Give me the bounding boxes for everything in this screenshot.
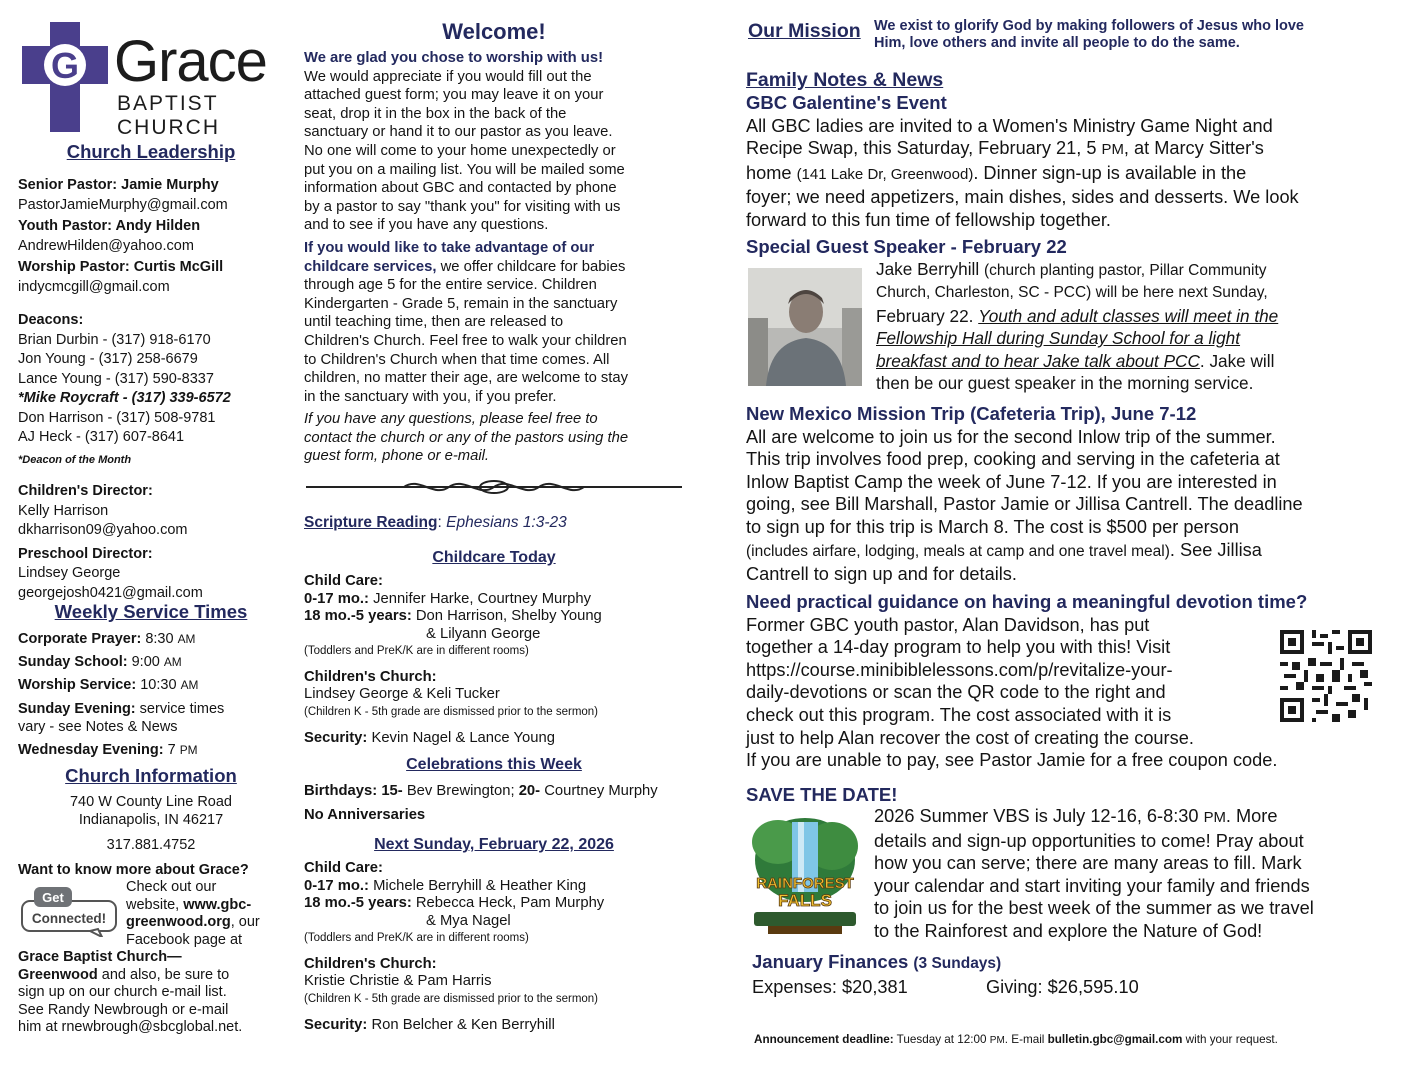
deacons-label: Deacons: [18,312,84,328]
speaker-photo [748,268,862,386]
church-info [18,793,284,854]
weekly-service-heading: Weekly Service Times [54,601,248,622]
devotion-title: Need practical guidance on having a meaningful devotion time? [746,591,1308,612]
announcement-deadline: Announcement deadline: Tuesday at 12:00 PM. E-mail bulletin.gbc@gmail.com with your request. [754,1033,1278,1046]
preschool-director-email[interactable]: georgejosh0421@gmail.com [18,584,203,601]
preschool-director-label: Preschool Director: [18,545,153,562]
galentine-title: GBC Galentine's Event [746,92,947,113]
next-sunday-heading: Next Sunday, February 22, 2026 [374,836,614,853]
website-link: www.gbc- [183,896,252,913]
new-mexico-title: New Mexico Mission Trip (Cafeteria Trip), June 7-12 [746,403,1197,424]
save-the-date-title: SAVE THE DATE! [746,784,898,805]
childrens-director-email[interactable]: dkharrison09@yahoo.com [18,522,188,538]
deacon-item: Don Harrison - (317) 508-9781 [18,409,216,426]
grace-logo [22,22,292,139]
bulletin-email: bulletin.gbc@gmail.com [1047,1033,1183,1046]
scripture-reading: Scripture Reading: Ephesians 1:3-23 [304,514,567,531]
more-heading: Want to know more about Grace? [18,862,249,878]
childrens-director-label: Children's Director: [18,483,153,499]
svg-text:Get: Get [42,890,64,905]
logo-subtitle: BAPTIST CHURCH [117,92,220,139]
worship-pastor-title: Worship Pastor: Curtis McGill [18,259,224,275]
deacon-item: Jon Young - (317) 258-6679 [18,351,198,367]
church-leadership-heading: Church Leadership [66,141,236,162]
speaker-title: Special Guest Speaker - February 22 [746,236,1067,257]
senior-pastor-email[interactable]: PastorJamieMurphy@gmail.com [18,196,228,213]
svg-text:Connected!: Connected! [31,911,107,926]
deacon-item: Lance Young - (317) 590-8337 [18,370,214,387]
childcare-today: Child Care: 0-17 mo.: Jennifer Harke, Courtney Murphy 18 mo.-5 years: Don Harrison, Shelby Young & Lilyann George (Toddlers and PreK/K are in different rooms) Children's Church: Lindsey George & Keli Tucker (Children K - 5th grade are dismissed prior to the sermon) Security: Kevin Nagel & Lance Young [304,573,602,746]
phone-number: 317.881.4752 [106,837,196,853]
address-line: 740 W County Line Road [69,794,232,810]
expenses-value: Expenses: $20,381 [752,976,908,997]
galentine-section: GBC Galentine's Event All GBC ladies are invited to a Women's Ministry Game Night and Recipe Swap, this Saturday, February 21, 5 PM, at Marcy Sitter's home (141 Lake Dr, Greenwood). Dinner sign-up is available in the foyer; we need appetizers, main dishes, sides and desserts. We look forward to this fun time of fellowship together. [746,92,1382,232]
logo-wordmark: Grace [114,29,267,94]
childcare-today-heading: Childcare Today [432,549,556,566]
logo-letter: G [50,45,80,86]
new-mexico-section: New Mexico Mission Trip (Cafeteria Trip), June 7-12 All are welcome to join us for the second Inlow trip of the summer. This trip involves food prep, cooking and serving in the cafeteria at Inlow Baptist Camp the week of June 7-12. If you are interested in going, see Bill Marshall, Pastor Jamie or Jillisa Cantrell. The deadline to sign up for this trip is March 8. The cost is $500 per person (includes airfare, lodging, meals at camp and one travel meal). See Jillisa Cantrell to sign up and for details. [746,403,1382,586]
giving-value: Giving: $26,595.10 [986,976,1139,997]
childrens-director-name: Kelly Harrison [18,502,109,519]
leadership-list [18,176,284,603]
devotion-url: https://course.minibiblelessons.com/p/revitalize-your- [746,659,1173,680]
welcome-text: We are glad you chose to worship with us! We would appreciate if you would fill out the attached guest form; you may leave it on your seat, drop it in the box in the back of the sanctuary or hand it to our pastor as you leave. No one will come to your home unexpectedly or put you on a mailing list. You will be mailed some information about GBC and contacted by phone by a pastor to say "thank you" for visiting with us and to see if you have any questions. If you would like to take advantage of our childcare services, we offer childcare for babies through age 5 for the entire service. Children Kindergarten - Grade 5, remain in the sanctuary until teaching time, then are released to Children's Church. Feel free to walk your children to Children's Church when that time comes. All children, no matter their age, are welcome to stay in the sanctuary with you, if you prefer. If you have any questions, please feel free to contact the church or any of the pastors using the guest form, phone or e-mail. [304,50,629,465]
deacon-item: AJ Heck - (317) 607-8641 [18,429,185,445]
deacon-note: *Deacon of the Month [18,453,132,466]
preschool-director-name: Lindsey George [18,565,121,581]
next-sunday: Child Care: 0-17 mo.: Michele Berryhill & Heather King 18 mo.-5 years: Rebecca Heck, Pam Murphy & Mya Nagel (Toddlers and PreK/K are in different rooms) Children's Church: Kristie Christie & Pam Harris (Children K - 5th grade are dismissed prior to the sermon) Security: Ron Belcher & Ken Berryhill [304,860,605,1033]
celebrations: Birthdays: 15- Bev Brewington; 20- Courtney Murphy No Anniversaries [304,783,658,823]
cross-logo-icon [22,22,108,132]
church-info-heading: Church Information [65,765,237,786]
scripture-reference: Ephesians 1:3-23 [446,514,567,531]
mission-label: Our Mission [748,20,861,42]
address-line: Indianapolis, IN 46217 [78,812,224,828]
senior-pastor-title: Senior Pastor: Jamie Murphy [18,177,219,193]
deacon-item: Brian Durbin - (317) 918-6170 [18,331,211,348]
youth-pastor-email[interactable]: AndrewHilden@yahoo.com [18,237,194,254]
finances-title: January Finances [752,951,909,972]
ornament-divider-icon [304,476,684,498]
more-text: Check out our website, www.gbc- greenwood.org, our Facebook page at Grace Baptist Church— Greenwood and also, be sure to sign up on our church e-mail list. See Randy Newbrough or e-mail him at rnewbrough@sbcglobal.net. [18,879,260,1035]
svg-text:RAINFOREST: RAINFOREST [756,875,854,892]
rainforest-falls-logo [748,812,862,936]
youth-pastor-title: Youth Pastor: Andy Hilden [18,218,201,234]
finances-section: January Finances (3 Sundays) Expenses: $20,381 Giving: $26,595.10 [752,951,1139,997]
welcome-title: Welcome! [442,19,546,44]
qr-code-icon[interactable] [1280,630,1372,722]
family-notes-heading: Family Notes & News [746,69,944,91]
scripture-label: Scripture Reading [304,514,438,531]
worship-pastor-email[interactable]: indycmcgill@gmail.com [18,278,170,295]
speaker-text: Jake Berryhill (church planting pastor, Pillar Community Church, Charleston, SC - PCC) will be here next Sunday, February 22. Youth and adult classes will meet in the Fellowship Hall during Sunday School for a light breakfast and to hear Jake talk about PCC. Jake will then be our guest speaker in the morning service. [876,259,1279,394]
celebrations-heading: Celebrations this Week [406,756,582,773]
vbs-text: 2026 Summer VBS is July 12-16, 6-8:30 PM. More details and sign-up opportunities to come! Pray about how you can serve; there are many areas to fill. Mark your calendar and start inviting your family and friends to join us for the best week of the summer as we travel to the Rainforest and explore the Nature of God! [874,806,1314,941]
svg-text:FALLS: FALLS [778,891,832,910]
devotion-section: Need practical guidance on having a meaningful devotion time? Former GBC youth pastor, Alan Davidson, has put together a 14-day program to help you with this! Visit https://course.minibiblelessons.com/p/revitalize-your- daily-devotions or scan the QR code to the right and check out this program. The cost associated with it is just to help Alan recover the cost of creating the course. If you are unable to pay, see Pastor Jamie for a free coupon code. [746,591,1382,772]
deacon-of-month-item: *Mike Roycraft - (317) 339-6572 [18,390,231,406]
service-times: Corporate Prayer: 8:30 AM Sunday School: 9:00 AM Worship Service: 10:30 AM Sunday Evening: service times vary - see Notes & News Wednesday Evening: 7 PM [18,631,225,758]
